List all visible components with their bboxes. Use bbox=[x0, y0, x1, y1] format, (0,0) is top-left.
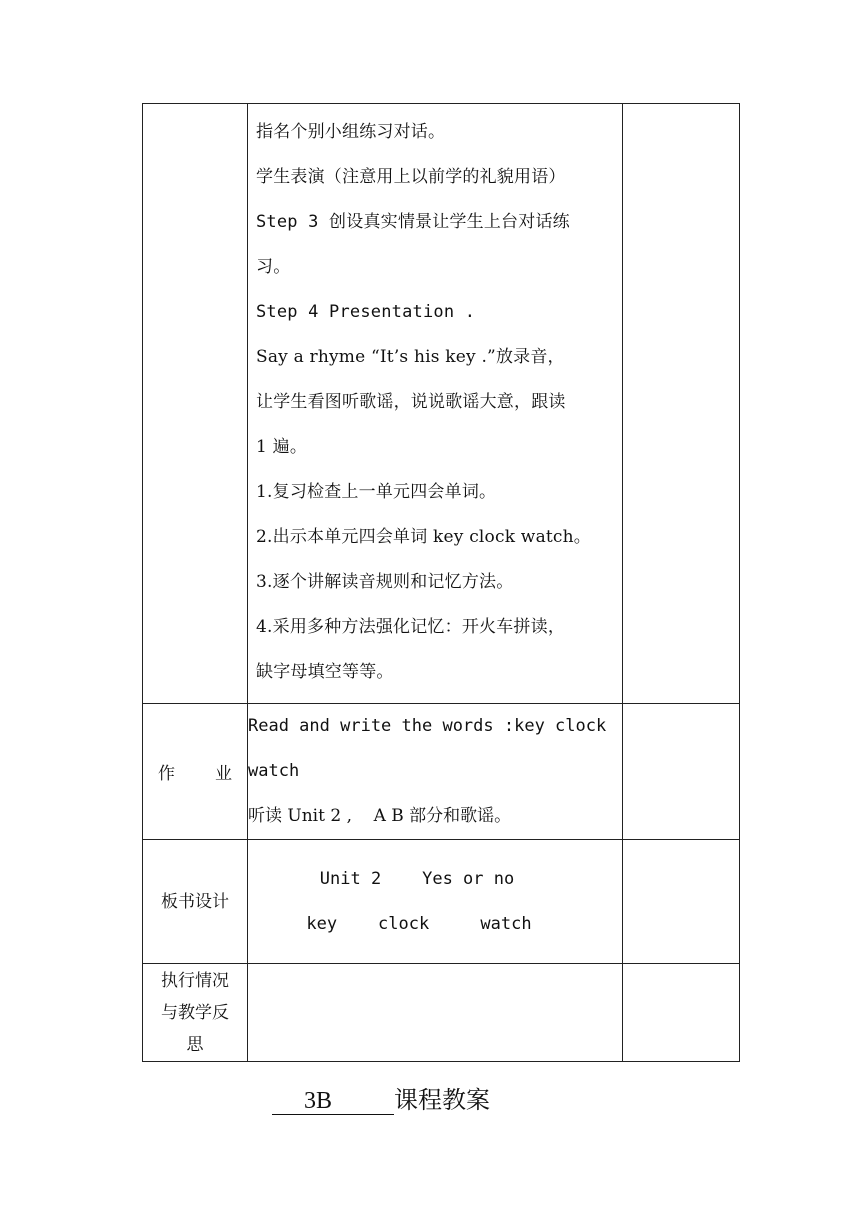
homework-line: Read and write the words :key clock bbox=[248, 716, 607, 736]
process-line: 4.采用多种方法强化记忆：开火车拼读， bbox=[256, 617, 566, 637]
board-notes-cell bbox=[623, 840, 740, 964]
process-notes-cell bbox=[623, 104, 740, 704]
board-line: key clock watch bbox=[306, 913, 532, 934]
course-plan-title bbox=[272, 1080, 490, 1115]
homework-line: 听读 Unit 2 , A B 部分和歌谣。 bbox=[248, 806, 512, 826]
board-line: Unit 2 Yes or no bbox=[319, 868, 515, 889]
homework-row bbox=[143, 704, 740, 840]
reflection-label-line: 执行情况 bbox=[161, 970, 229, 991]
process-line: 缺字母填空等等。 bbox=[256, 662, 394, 682]
process-line: 2.出示本单元四会单词 key clock watch。 bbox=[256, 527, 591, 547]
process-lines bbox=[248, 104, 622, 703]
board-label: 板书设计 bbox=[161, 891, 229, 912]
homework-notes-cell bbox=[623, 704, 740, 840]
homework-label-char: 业 bbox=[215, 764, 232, 784]
process-line: 3.逐个讲解读音规则和记忆方法。 bbox=[256, 572, 514, 592]
board-label-cell bbox=[143, 840, 248, 964]
course-plan-heading: 课程教案 bbox=[394, 1088, 491, 1114]
board-content-cell bbox=[248, 840, 623, 964]
course-code: 3B bbox=[304, 1088, 333, 1114]
course-code-blank bbox=[272, 1088, 394, 1115]
process-line: 1 遍。 bbox=[256, 437, 308, 457]
process-content-cell bbox=[248, 104, 623, 704]
process-line: 学生表演（注意用上以前学的礼貌用语） bbox=[256, 167, 566, 187]
process-line: Say a rhyme “It’s his key .”放录音， bbox=[256, 347, 565, 367]
reflection-label-line: 与教学反 bbox=[161, 1002, 229, 1023]
process-label-cell bbox=[143, 104, 248, 704]
reflection-notes-cell bbox=[623, 964, 740, 1062]
reflection-label-cell bbox=[143, 964, 248, 1062]
process-line: Step 4 Presentation . bbox=[256, 302, 476, 322]
process-line: Step 3 创设真实情景让学生上台对话练 bbox=[256, 212, 570, 232]
homework-line: watch bbox=[248, 761, 300, 781]
lesson-plan-table bbox=[142, 103, 740, 1062]
process-line: 指名个别小组练习对话。 bbox=[256, 122, 446, 142]
process-line: 习。 bbox=[256, 257, 291, 277]
homework-label-char: 作 bbox=[158, 764, 175, 784]
reflection-row bbox=[143, 964, 740, 1062]
reflection-label-line: 思 bbox=[186, 1034, 204, 1055]
process-line: 让学生看图听歌谣，说说歌谣大意，跟读 bbox=[256, 392, 566, 412]
process-line: 1.复习检查上一单元四会单词。 bbox=[256, 482, 497, 502]
homework-label-cell bbox=[143, 704, 248, 840]
teaching-process-row bbox=[143, 104, 740, 704]
board-design-row bbox=[143, 840, 740, 964]
homework-content-cell bbox=[248, 704, 623, 840]
reflection-content-cell bbox=[248, 964, 623, 1062]
